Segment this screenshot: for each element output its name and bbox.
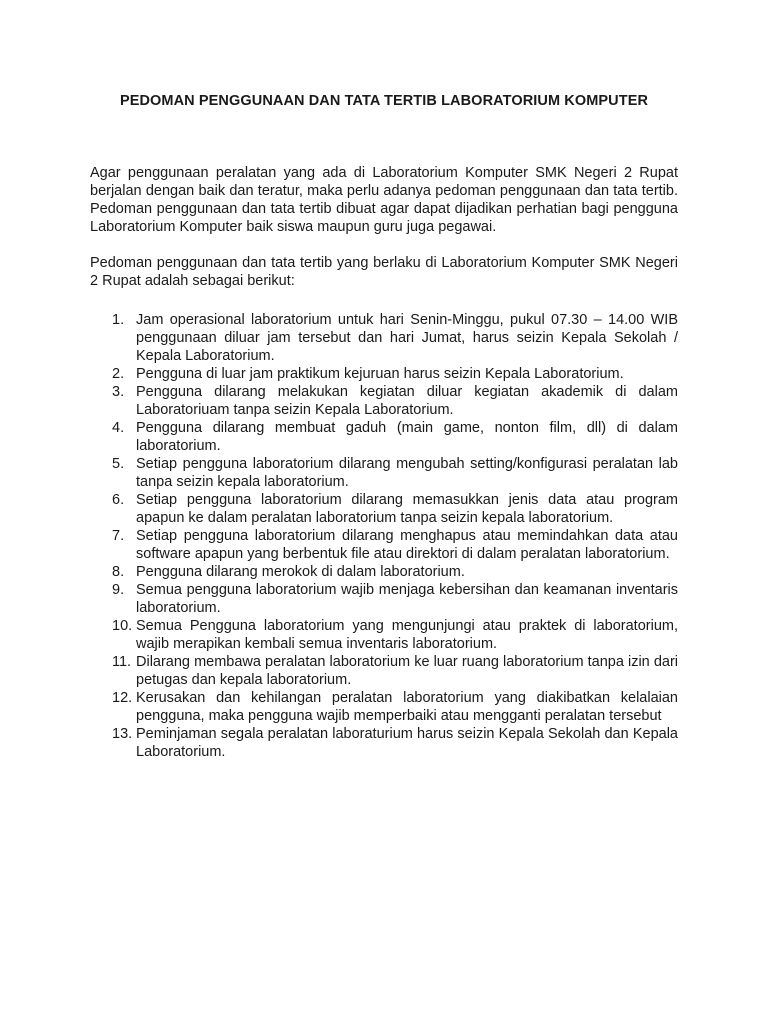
rule-item-2 [90, 365, 678, 383]
rule-item-8 [90, 563, 678, 581]
rule-item-9 [90, 581, 678, 617]
rule-number: 7. [112, 528, 125, 544]
rule-item-11 [90, 653, 678, 689]
rule-number: 2. [112, 366, 125, 382]
rule-text: Setiap pengguna laboratorium dilarang mengubah setting/konfigurasi peralatan lab tanpa seizin kepala laboratorium. [136, 456, 678, 490]
rule-item-4 [90, 419, 678, 455]
lead-paragraph: Pedoman penggunaan dan tata tertib yang berlaku di Laboratorium Komputer SMK Negeri 2 Rupat adalah sebagai berikut: [90, 255, 678, 289]
rule-item-6 [90, 491, 678, 527]
rule-number: 9. [112, 582, 125, 598]
rule-text: Pengguna dilarang merokok di dalam laboratorium. [136, 564, 465, 580]
document-title: PEDOMAN PENGGUNAAN DAN TATA TERTIB LABORATORIUM KOMPUTER [119, 93, 649, 109]
rule-item-7 [90, 527, 678, 563]
rule-number: 8. [112, 564, 125, 580]
rule-text: Setiap pengguna laboratorium dilarang menghapus atau memindahkan data atau software apapun yang berbentuk file atau direktori di dalam peralatan laboratorium. [136, 528, 678, 562]
rule-number: 13. [112, 726, 133, 742]
rule-text: Dilarang membawa peralatan laboratorium ke luar ruang laboratorium tanpa izin dari petugas dan kepala laboratorium. [136, 654, 678, 688]
rule-number: 5. [112, 456, 125, 472]
rule-text: Semua pengguna laboratorium wajib menjaga kebersihan dan keamanan inventaris laboratorium. [136, 582, 678, 616]
rules-list [90, 311, 678, 761]
rule-text: Kerusakan dan kehilangan peralatan laboratorium yang diakibatkan kelalaian pengguna, maka pengguna wajib memperbaiki atau mengganti peralatan tersebut [136, 690, 678, 724]
rule-number: 11. [112, 654, 132, 670]
rule-item-3 [90, 383, 678, 419]
rule-number: 6. [112, 492, 125, 508]
rule-item-13 [90, 725, 678, 761]
rule-item-10 [90, 617, 678, 653]
rule-number: 12. [112, 690, 133, 706]
rule-number: 4. [112, 420, 125, 436]
rule-number: 1. [112, 312, 125, 328]
rule-number: 10. [112, 618, 133, 634]
rule-number: 3. [112, 384, 125, 400]
rule-item-12 [90, 689, 678, 725]
rule-text: Jam operasional laboratorium untuk hari Senin-Minggu, pukul 07.30 – 14.00 WIB penggunaan diluar jam tersebut dan hari Jumat, harus seizin Kepala Sekolah / Kepala Laboratorium. [136, 312, 678, 364]
rule-item-5 [90, 455, 678, 491]
rule-text: Peminjaman segala peralatan laboraturium harus seizin Kepala Sekolah dan Kepala Laboratorium. [136, 726, 678, 760]
rule-text: Pengguna di luar jam praktikum kejuruan harus seizin Kepala Laboratorium. [136, 366, 624, 382]
rule-item-1 [90, 311, 678, 365]
rule-text: Pengguna dilarang melakukan kegiatan diluar kegiatan akademik di dalam Laboratoriuam tanpa seizin Kepala Laboratorium. [136, 384, 678, 418]
rule-text: Setiap pengguna laboratorium dilarang memasukkan jenis data atau program apapun ke dalam peralatan laboratorium tanpa seizin kepala laboratorium. [136, 492, 678, 526]
rule-text: Semua Pengguna laboratorium yang mengunjungi atau praktek di laboratorium, wajib merapikan kembali semua inventaris laboratorium. [136, 618, 678, 652]
rule-text: Pengguna dilarang membuat gaduh (main game, nonton film, dll) di dalam laboratorium. [136, 420, 678, 454]
intro-paragraph: Agar penggunaan peralatan yang ada di Laboratorium Komputer SMK Negeri 2 Rupat berjalan dengan baik dan teratur, maka perlu adanya pedoman penggunaan dan tata tertib. Pedoman penggunaan dan tata tertib dibuat agar dapat dijadikan perhatian bagi pengguna Laboratorium Komputer baik siswa maupun guru juga pegawai. [90, 165, 678, 235]
